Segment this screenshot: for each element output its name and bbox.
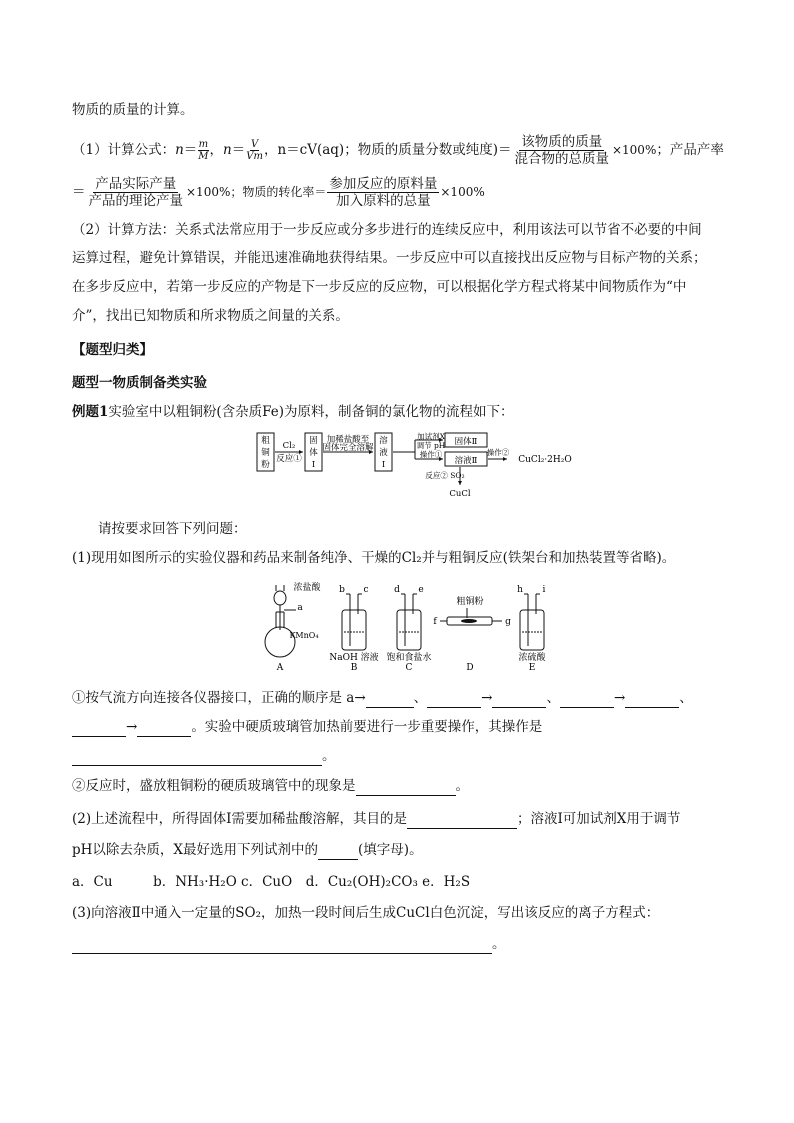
options-line: a．Cu b．NH₃·H₂O c．CuO d．Cu₂(OH)₂CO₃ e．H₂S: [72, 874, 471, 890]
blank-operation[interactable]: [72, 751, 322, 766]
q3-answer-line: [72, 934, 506, 954]
example-line: [72, 402, 514, 422]
arrow3-line-2: 调节 pH: [416, 441, 446, 450]
yield-label: ；产品产率: [656, 142, 724, 158]
arrow3-line-3: 操作①: [419, 450, 443, 459]
comma: ，: [209, 142, 224, 158]
n-symbol: n: [175, 142, 184, 158]
label-kmno4: KMnO₄: [289, 631, 319, 640]
q1-2-line: [72, 776, 469, 796]
conversion-label: ×100%；物质的转化率＝: [186, 185, 327, 199]
comma-2: ，: [263, 142, 278, 158]
purity-fraction: $\frac{\text{该物质的质量}}{\text{混合物的总质量}}$: [514, 134, 609, 167]
arrow1-top-label: Cl₂: [282, 441, 296, 451]
purity-label: ；物质的质量分数或纯度)＝: [344, 142, 512, 158]
conversion-fraction: $\frac{\text{参加反应的原料量}}{\text{加入原料的总量}}$: [329, 176, 438, 209]
blank-3[interactable]: [492, 693, 546, 708]
q1-1-line-2: [72, 717, 542, 737]
port-e: e: [418, 585, 424, 595]
arrow: →: [481, 690, 493, 706]
blank-5[interactable]: [625, 693, 679, 708]
apparatus-figure: [262, 580, 562, 672]
port-i: i: [542, 585, 546, 595]
yield-eq: ＝: [72, 184, 86, 200]
blank-4[interactable]: [560, 693, 614, 708]
arrow1-bottom-label: 反应①: [276, 454, 302, 464]
funnel-a: [274, 591, 286, 605]
method-line-1: （2）计算方法：关系式法常应用于一步反应或分多步进行的连续反应中，利用该法可以节省不必要的中间: [72, 222, 702, 238]
sep: 、: [413, 690, 428, 706]
period: 。: [492, 936, 506, 952]
label-C: C: [405, 663, 413, 672]
q2-line-2: [72, 840, 423, 860]
V-over-Vm: $\frac{V}{Vm}$: [246, 139, 263, 162]
bottle-e: [520, 610, 544, 650]
down-label: 反应② SO₂: [425, 471, 465, 480]
eq-sign-2: ＝: [231, 142, 246, 158]
arrow: →: [126, 719, 138, 735]
box2-char-3: Ⅰ: [311, 460, 316, 470]
label-D: D: [466, 663, 474, 672]
box1-char-3: 粉: [261, 460, 270, 470]
blank-2[interactable]: [427, 693, 481, 708]
label-naoh: NaOH 溶液: [329, 653, 379, 663]
label-conc-hcl: 浓盐酸: [293, 583, 321, 593]
box2-char-2: 体: [309, 448, 318, 458]
q1-2-text: ②反应时，盛放粗铜粉的硬质玻璃管中的现象是: [72, 778, 356, 794]
yield-fraction: $\frac{\text{产品实际产量}}{\text{产品的理论产量}}$: [88, 176, 183, 209]
down-product: CuCl: [449, 489, 471, 499]
box3-char-3: Ⅰ: [381, 460, 386, 470]
formula-prefix: （1）计算公式：: [72, 142, 176, 158]
port-h: h: [517, 585, 523, 595]
period: 。: [455, 778, 469, 794]
q2-text-2b: (填字母)。: [358, 842, 423, 858]
n-cv: n＝cV(aq): [277, 142, 345, 158]
example-text: 实验室中以粗铜粉(含杂质Fe)为原料，制备铜的氯化物的流程如下：: [108, 404, 514, 420]
label-crude-copper: 粗铜粉: [456, 597, 484, 607]
instruction-line: 请按要求回答下列问题：: [98, 521, 247, 537]
blank-reagent[interactable]: [318, 845, 358, 860]
section-heading: 【题型归类】: [72, 342, 153, 358]
arrow: →: [613, 690, 626, 706]
port-f: f: [433, 617, 437, 627]
example-label: 例题1: [72, 404, 109, 420]
intro-line: 物质的质量的计算。: [72, 102, 194, 118]
period: 。: [322, 748, 336, 764]
blank-6[interactable]: [72, 722, 126, 737]
box2-char-1: 固: [309, 436, 318, 446]
n-symbol-2: n: [223, 142, 232, 158]
sep: 、: [546, 690, 560, 706]
port-b: b: [339, 585, 345, 595]
q2-text-1: (2)上述流程中，所得固体Ⅰ需要加稀盐酸溶解，其目的是: [72, 811, 407, 827]
eq-sign: ＝: [183, 142, 198, 158]
port-a: a: [297, 603, 303, 613]
arrow5-label: 操作②: [486, 448, 510, 457]
port-d: d: [394, 585, 400, 595]
method-line-2: 运算过程，避免计算错误，并能迅速准确地获得结果。一步反应中可以直接找出反应物与目标产物的关系；: [72, 250, 707, 266]
times-100: ×100%: [611, 143, 657, 157]
method-line-4: 介”，找出已知物质和所求物质之间量的关系。: [72, 308, 349, 324]
q1-1-line-1: [72, 688, 693, 708]
sep: 、: [679, 690, 693, 706]
box3-char-2: 液: [379, 448, 388, 458]
port-c: c: [363, 585, 369, 595]
q2-line-1: [72, 809, 680, 829]
arrow2-bottom-label: 固体完全溶解: [322, 443, 374, 453]
method-line-3: 在多步反应中，若第一步反应的产物是下一步反应的反应物，可以根据化学方程式将某中间物质作为“中: [72, 279, 687, 295]
type-heading: 题型一物质制备类实验: [72, 375, 207, 391]
blank-phenomenon[interactable]: [356, 781, 456, 796]
label-B: B: [350, 663, 358, 672]
q1-1-tail: 。实验中硬质玻璃管加热前要进行一步重要操作，其操作是: [191, 719, 543, 735]
arrow2-top-label: 加稀盐酸至: [326, 435, 370, 445]
box1-char-1: 粗: [261, 436, 270, 446]
label-conc-h2so4: 浓硫酸: [518, 653, 546, 663]
box5-label: 溶液Ⅱ: [454, 456, 478, 466]
q1-line: (1)现用如图所示的实验仪器和药品来制备纯净、干燥的Cl₂并与粗铜反应(铁架台和加热装置等省略)。: [72, 550, 676, 566]
blank-purpose[interactable]: [407, 814, 517, 829]
bottle-b: [342, 610, 366, 650]
flow-diagram: [255, 430, 585, 502]
formula-line-2: [72, 176, 485, 209]
box3-char-1: 溶: [379, 436, 388, 446]
blank-ionic-equation[interactable]: [72, 939, 492, 954]
q1-1-line-3: [72, 746, 336, 766]
q2-text-2: pH以除去杂质，X最好选用下列试剂中的: [72, 842, 319, 858]
label-A: A: [276, 663, 284, 672]
blank-1[interactable]: [366, 693, 414, 708]
flow-product: CuCl₂·2H₂O: [518, 455, 572, 465]
label-E: E: [528, 663, 536, 672]
box1-char-2: 铜: [261, 448, 270, 458]
q3-line: (3)向溶液Ⅱ中通入一定量的SO₂，加热一段时间后生成CuCl白色沉淀，写出该反应的离子方程式：: [72, 905, 660, 921]
bottle-c: [397, 610, 421, 650]
label-brine: 饱和食盐水: [386, 653, 432, 663]
m-over-M: $\frac{m}{M}$: [198, 139, 209, 162]
formula-line-1: [72, 134, 724, 167]
blank-7[interactable]: [137, 722, 191, 737]
box4-label: 固体Ⅱ: [454, 437, 478, 447]
q1-1-text: ①按气流方向连接各仪器接口，正确的顺序是 a→: [72, 690, 366, 706]
q2-text-1b: ；溶液Ⅰ可加试剂X用于调节: [516, 811, 681, 827]
conversion-tail: ×100%: [440, 185, 485, 199]
port-g: g: [505, 617, 511, 627]
arrow3-line-1: 加试剂X: [417, 432, 445, 441]
